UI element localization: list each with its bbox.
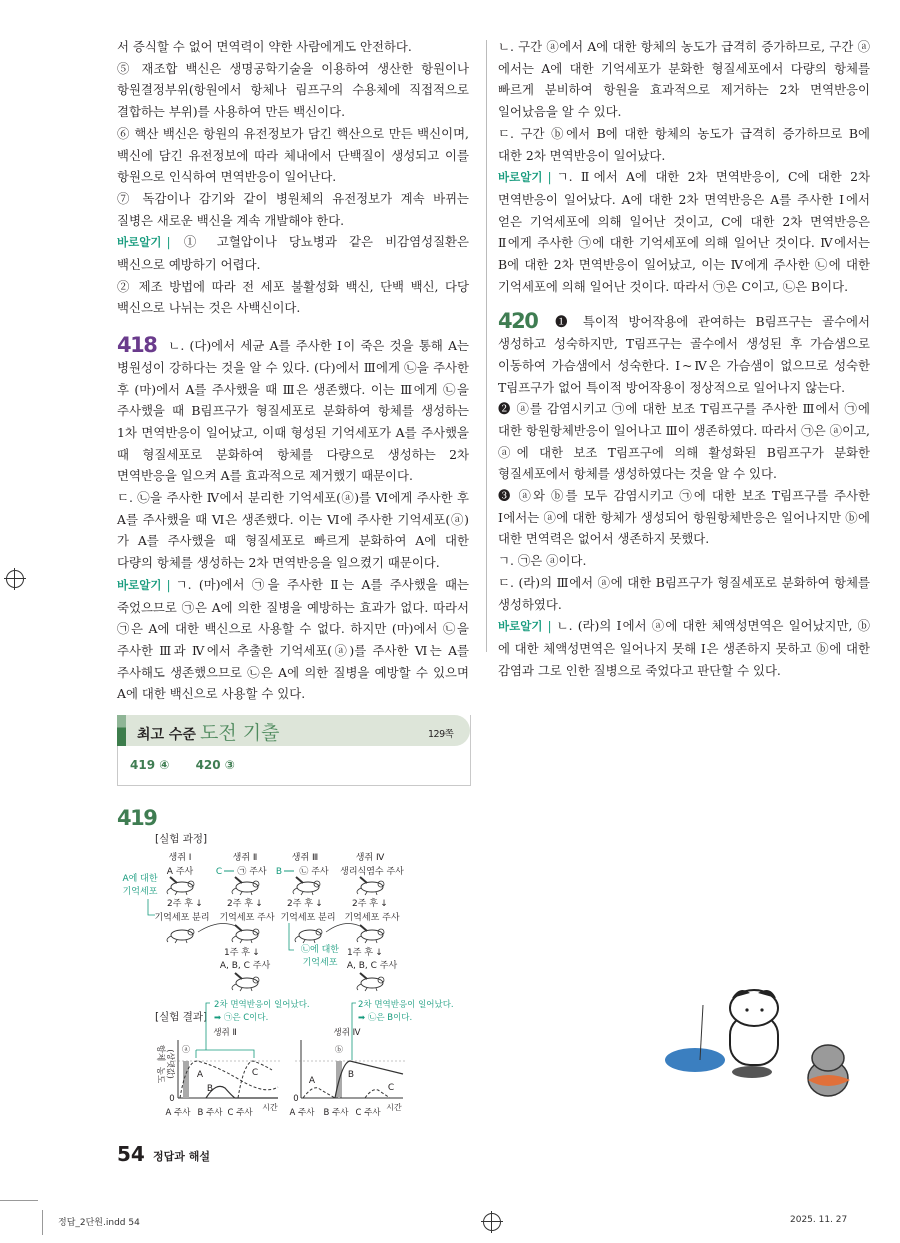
curve-label: A bbox=[196, 1070, 204, 1080]
page-section-title: 정답과 해설 bbox=[153, 1150, 210, 1163]
point: ❶ 특이적 방어작용에 관여하는 B림프구는 골수에서 생성하고 성숙하지만, T림프구는 골수에서 생성된 후 가슴샘으로 이동하여 가슴샘에서 성숙한다. Ⅰ~Ⅳ은 가슴샘이 없으므로 성숙한 T림프구가 없어 특이적 방어작용이 정상적으로 일어나지 않는다. bbox=[498, 314, 870, 395]
step-label: 기억세포 분리 bbox=[280, 913, 336, 923]
curve-label: C bbox=[251, 1068, 259, 1078]
y-axis-label: 항체 bbox=[155, 1044, 165, 1062]
mouse-icon bbox=[167, 925, 384, 943]
x-tick-label: C 주사 bbox=[227, 1108, 253, 1118]
file-name: 정답_2단원.indd 54 bbox=[58, 1218, 140, 1228]
wait-label: 1주 후 bbox=[347, 948, 373, 958]
graph-mouse-2 bbox=[166, 1040, 280, 1118]
x-tick-label: C 주사 bbox=[355, 1108, 381, 1118]
svg-text:↓: ↓ bbox=[315, 899, 323, 909]
origin-label: 0 bbox=[169, 1094, 175, 1104]
x-tick-label: A 주사 bbox=[289, 1108, 315, 1118]
paragraph: ⑦ 독감이나 감기와 같이 병원체의 유전정보가 계속 바뀌는 질병은 새로운 백신을 계속 개발해야 한다. bbox=[117, 190, 469, 228]
point: ❸ ⓐ와 ⓑ를 모두 감염시키고 ㉠에 대한 보조 T림프구를 주사한 Ⅰ에서는 ⓐ에 대한 항체가 생성되어 항원항체반응은 일어나지만 ⓑ에 대한 면역력은 없어서 생존하지 못했다. bbox=[498, 488, 870, 547]
registration-mark-icon bbox=[483, 1213, 501, 1231]
question-number-419: 419 bbox=[117, 806, 157, 830]
origin-label: 0 bbox=[293, 1094, 299, 1104]
x-tick-label: A 주사 bbox=[165, 1108, 191, 1118]
graph-title: 생쥐 Ⅱ bbox=[213, 1028, 237, 1038]
point: ❷ ⓐ를 감염시키고 ㉠에 대한 보조 T림프구를 주사한 Ⅲ에서 ㉠에 대한 항원항체반응이 일어나고 Ⅲ이 생존하였다. 따라서 ㉠은 ⓐ이고, ⓐ에 대한 보조 T림프구에 의해 활성화된 B림프구가 분화한 형질세포에서 항체를 생성하였다는 것을 알 수 있다. bbox=[498, 401, 870, 482]
paragraph: ⑤ 재조합 백신은 생명공학기술을 이용하여 생산한 항원이나 항원결정부위(항원에서 항체나 림프구의 수용체에 직접적으로 결합하는 부위)를 사용하여 만든 백신이다. bbox=[117, 60, 469, 120]
result-label: [실험 결과] bbox=[155, 1011, 208, 1023]
wait-label: 2주 후 bbox=[352, 899, 378, 909]
curve-label: B bbox=[347, 1070, 355, 1080]
annotation: 2차 면역반응이 일어났다. bbox=[358, 1000, 454, 1010]
source-label: B bbox=[275, 867, 283, 877]
x-tick-label: B 주사 bbox=[197, 1108, 223, 1118]
answer-419: 419 ④ bbox=[130, 758, 170, 772]
note-memory-a: 기억세포 bbox=[122, 887, 158, 897]
x-tick-label: B 주사 bbox=[323, 1108, 349, 1118]
x-axis-label: 시간 bbox=[386, 1103, 402, 1112]
paragraph: ㄱ. ㉠은 ⓐ이다. bbox=[498, 553, 587, 569]
baro-paragraph: 바로알기 | ㄴ. (라)의 Ⅰ에서 ⓐ에 대한 체액성면역은 일어났지만, ⓑ에 대한 체액성면역은 일어나지 못해 Ⅰ은 생존하지 못하고 ⓑ에 대한 감염과 그로 인한 질병으로 죽었다고 판단할 수 있다. bbox=[498, 618, 870, 678]
graph-title: 생쥐 Ⅳ bbox=[333, 1028, 361, 1038]
title-prefix: 최고 수준 bbox=[137, 727, 196, 743]
baro-text: ㄱ. Ⅱ에서 A에 대한 2차 면역반응이, C에 대한 2차 면역반응이 일어났다. A에 대한 2차 면역반응은 A를 주사한 Ⅰ에서 얻은 기억세포에 의해 일어난 것이고, C에 대한 2차 면역반응은 Ⅱ에게 주사한 ㉠에 대한 기억세포에 의해 일어난 것이다. Ⅳ에서는 B에 대한 2차 면역반응이 일어났고, 이는 Ⅳ에게 주사한 ㉡에 대한 기억세포에 의해 일어난 것이다. 따라서 ㉠은 C이고, ㉡은 B이다. bbox=[498, 169, 870, 294]
step-label: 기억세포 분리 bbox=[154, 913, 210, 923]
note-memory-b: ㉡에 대한 bbox=[301, 945, 339, 955]
injection-label: ㉠ 주사 bbox=[237, 867, 267, 877]
curve-label: B bbox=[206, 1084, 214, 1094]
x-axis-label: 시간 bbox=[262, 1103, 278, 1112]
mouse-icon bbox=[232, 973, 384, 991]
baro-paragraph: 바로알기 | ㄱ. (마)에서 ㉠을 주사한 Ⅱ는 A를 주사했을 때는 죽었으므로 ㉠은 A에 의한 질병을 예방하는 효과가 없다. 따라서 ㉠은 A에 대한 백신으로 사용할 수 없다. 하지만 (마)에서 ㉡을 주사한 Ⅲ과 Ⅳ에서 추출한 기억세포(ⓐ)를 주사한 Ⅵ는 A를 주사해도 생존했으므로 ㉡은 A에 의한 질병을 예방할 수 있으며 A에 대한 백신으로 사용할 수 있다. bbox=[117, 576, 469, 702]
step-label: 기억세포 주사 bbox=[219, 913, 275, 923]
crop-mark bbox=[0, 1200, 38, 1201]
baro-text: ① 고혈압이나 당뇨병과 같은 비감염성질환은 백신으로 예방하기 어렵다. bbox=[117, 234, 469, 273]
question-number-418: 418 bbox=[117, 333, 157, 358]
paragraph: ㄷ. 구간 ⓑ에서 B에 대한 항체의 농도가 급격히 증가하므로 B에 대한 2차 면역반응이 일어났다. bbox=[498, 125, 870, 163]
paragraph: ② 제조 방법에 따라 전 세포 불활성화 백신, 단백 백신, 다당 백신으로 나뉘는 것은 사백신이다. bbox=[117, 278, 469, 316]
mouse-icon bbox=[167, 877, 384, 895]
print-date: 2025. 11. 27 bbox=[790, 1215, 848, 1225]
annotation: ➡ ㉠은 C이다. bbox=[214, 1013, 269, 1023]
cat-fishing-illustration bbox=[665, 990, 850, 1096]
baro-label: 바로알기 bbox=[117, 235, 162, 250]
interval-label: ⓐ bbox=[182, 1045, 190, 1054]
graph-mouse-4 bbox=[290, 1040, 405, 1118]
page-number: 54 bbox=[117, 1142, 145, 1166]
annotation: ➡ ㉡은 B이다. bbox=[358, 1013, 413, 1023]
injection-label: ㉡ 주사 bbox=[299, 867, 329, 877]
paragraph: ㄴ. (다)에서 세균 A를 주사한 Ⅰ이 죽은 것을 통해 A는 병원성이 강하다는 것을 알 수 있다. (다)에서 Ⅲ에게 ㉡을 주사한 후 (마)에서 A를 주사했을 때 Ⅲ은 생존했다. 이는 Ⅲ에게 ㉡을 주사했을 때 B림프구가 형질세포로 분화하여 항체를 생성하는 1차 면역반응이 일어났고, 이때 형성된 기억세포가 A를 주사했을 때 형질세포로 분화하여 항체를 다량으로 생성하는 2차 면역반응을 일으켜 A를 효과적으로 제거했기 때문이다. bbox=[117, 338, 469, 484]
baro-paragraph: 바로알기 | ㄱ. Ⅱ에서 A에 대한 2차 면역반응이, C에 대한 2차 면역반응이 일어났다. A에 대한 2차 면역반응은 A를 주사한 Ⅰ에서 얻은 기억세포에 의해 일어난 것이고, C에 대한 2차 면역반응은 Ⅱ에게 주사한 ㉠에 대한 기억세포에 의해 일어난 것이다. Ⅳ에서는 B에 대한 2차 면역반응이 일어났고, 이는 Ⅳ에게 주사한 ㉡에 대한 기억세포에 의해 일어난 것이다. 따라서 ㉠은 C이고, ㉡은 B이다. bbox=[498, 169, 870, 294]
paragraph: ⑥ 핵산 백신은 항원의 유전정보가 담긴 핵산으로 만든 백신이며, 백신에 담긴 유전정보에 따라 체내에서 단백질이 생성되고 이를 항원으로 인식하여 면역반응이 일어난다. bbox=[117, 125, 469, 185]
y-axis-label: 농도 bbox=[155, 1066, 165, 1084]
mouse-label: 생쥐 Ⅱ bbox=[232, 853, 258, 863]
source-label: C bbox=[215, 867, 223, 877]
mouse-label: 생쥐 Ⅲ bbox=[291, 853, 319, 863]
paragraph: ㄴ. 구간 ⓐ에서 A에 대한 항체의 농도가 급격히 증가하므로, 구간 ⓐ에서는 A에 대한 기억세포가 분화한 형질세포에서 다량의 항체를 빠르게 분비하여 항원을 효과적으로 제거하는 2차 면역반응이 일어났음을 알 수 있다. bbox=[498, 39, 870, 120]
wait-label: 2주 후 bbox=[287, 899, 313, 909]
y-axis-label: (상댓값) bbox=[166, 1049, 175, 1079]
wait-label: 2주 후 bbox=[167, 899, 193, 909]
injection-label: 생리식염수 주사 bbox=[340, 867, 404, 877]
baro-paragraph: 바로알기 | ① 고혈압이나 당뇨병과 같은 비감염성질환은 백신으로 예방하기 어렵다. bbox=[117, 234, 469, 273]
injection-label: A, B, C 주사 bbox=[219, 961, 271, 971]
paragraph: ㄷ. ㉡을 주사한 Ⅳ에서 분리한 기억세포(ⓐ)를 Ⅵ에게 주사한 후 A를 주사했을 때 Ⅵ은 생존했다. 이는 Ⅵ에 주사한 기억세포(ⓐ)가 A를 주사했을 때 형질세포로 빠르게 분화하여 A에 대한 다량의 항체를 생성하는 2차 면역반응을 일으켰기 때문이다. bbox=[117, 490, 469, 571]
baro-label: 바로알기 bbox=[498, 619, 543, 634]
curve-label: A bbox=[308, 1076, 316, 1086]
process-label: [실험 과정] bbox=[155, 833, 208, 845]
baro-text: ㄴ. (라)의 Ⅰ에서 ⓐ에 대한 체액성면역은 일어났지만, ⓑ에 대한 체액성면역은 일어나지 못해 Ⅰ은 생존하지 못하고 ⓑ에 대한 감염과 그로 인한 질병으로 죽었다고 판단할 수 있다. bbox=[498, 618, 870, 678]
curve-label: C bbox=[387, 1083, 395, 1093]
svg-text:↓: ↓ bbox=[195, 899, 203, 909]
question-number-420: 420 bbox=[498, 309, 538, 334]
injection-label: A, B, C 주사 bbox=[346, 961, 398, 971]
wait-label: 2주 후 bbox=[227, 899, 253, 909]
mouse-label: 생쥐 Ⅳ bbox=[355, 853, 385, 863]
page-reference: 129쪽 bbox=[428, 729, 454, 740]
annotation: 2차 면역반응이 일어났다. bbox=[214, 1000, 310, 1010]
title-main: 도전 기출 bbox=[199, 722, 280, 744]
registration-mark-icon bbox=[6, 570, 24, 588]
mouse-label: 생쥐 Ⅰ bbox=[168, 853, 192, 863]
svg-text:↓: ↓ bbox=[252, 948, 260, 958]
svg-text:↓: ↓ bbox=[375, 948, 383, 958]
paragraph: 서 증식할 수 없어 면역력이 약한 사람에게도 안전하다. bbox=[117, 39, 412, 54]
wait-label: 1주 후 bbox=[224, 948, 250, 958]
baro-label: 바로알기 bbox=[498, 170, 543, 185]
interval-label: ⓑ bbox=[335, 1045, 343, 1054]
note-memory-b: 기억세포 bbox=[302, 958, 338, 968]
injection-label: A 주사 bbox=[166, 867, 194, 877]
crop-mark bbox=[42, 1210, 43, 1235]
interval-a bbox=[183, 1061, 189, 1098]
baro-text: ㄱ. (마)에서 ㉠을 주사한 Ⅱ는 A를 주사했을 때는 죽었으므로 ㉠은 A에 의한 질병을 예방하는 효과가 없다. 따라서 ㉠은 A에 대한 백신으로 사용할 수 없다. 하지만 (마)에서 ㉡을 주사한 Ⅲ과 Ⅳ에서 추출한 기억세포(ⓐ)를 주사한 Ⅵ는 A를 주사해도 생존했으므로 ㉡은 A에 의한 질병을 예방할 수 있으며 A에 대한 백신으로 사용할 수 있다. bbox=[117, 576, 469, 702]
svg-text:↓: ↓ bbox=[255, 899, 263, 909]
svg-text:↓: ↓ bbox=[380, 899, 388, 909]
answer-420: 420 ③ bbox=[195, 758, 235, 772]
step-label: 기억세포 주사 bbox=[344, 913, 400, 923]
note-memory-a: A에 대한 bbox=[122, 874, 158, 884]
paragraph: ㄷ. (라)의 Ⅲ에서 ⓐ에 대한 B림프구가 형질세포로 분화하여 항체를 생성하였다. bbox=[498, 574, 870, 612]
baro-label: 바로알기 bbox=[117, 577, 162, 592]
